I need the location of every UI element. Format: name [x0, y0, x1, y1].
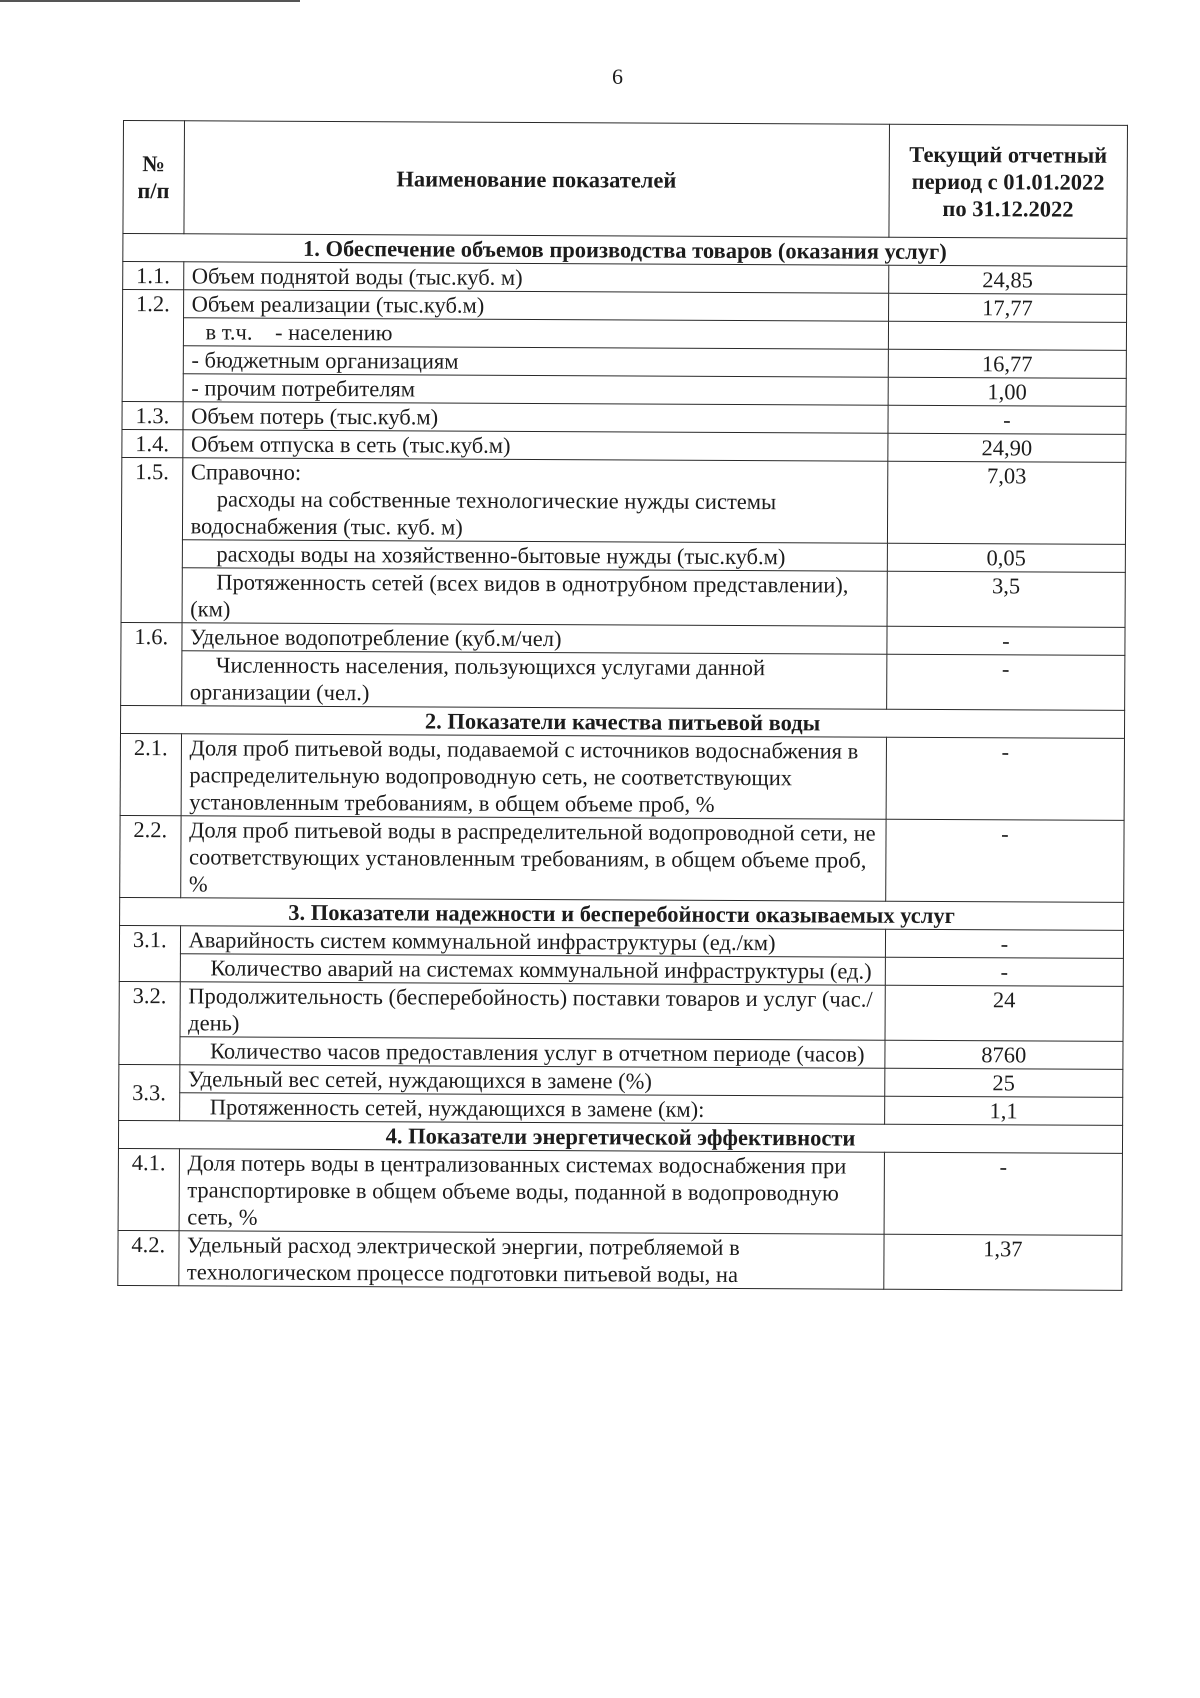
table-row: [119, 1064, 1123, 1097]
row-num: 1.2.: [122, 290, 183, 402]
table-row: [122, 318, 1126, 351]
row-value: 3,5: [887, 571, 1125, 627]
row-value: [888, 321, 1126, 350]
row-name: Численность населения, пользующихся услугами данной организации (чел.): [181, 651, 886, 709]
table-row: [122, 429, 1126, 462]
row-value: 24,90: [888, 433, 1126, 462]
table-row: [122, 401, 1126, 434]
row-name: Объем реализации (тыс.куб.м): [183, 290, 888, 321]
row-name: Протяженность сетей, нуждающихся в замене (км):: [179, 1093, 884, 1124]
table-row: [122, 345, 1126, 378]
table-row: [121, 539, 1125, 572]
row-name: Аварийность систем коммунальной инфраструктуры (ед./км): [180, 926, 885, 957]
row-value: -: [884, 1152, 1123, 1235]
row-value: 1,1: [884, 1096, 1122, 1125]
table-row: [123, 290, 1127, 323]
table-row: [121, 650, 1125, 710]
row-name-cell: [183, 318, 888, 349]
table-row: [119, 981, 1123, 1041]
row-num: 1.4.: [122, 429, 183, 457]
row-num: 3.2.: [119, 981, 180, 1064]
row-name-cell: [182, 458, 888, 543]
row-name: расходы воды на хозяйственно-бытовые нужды (тыс.куб.м): [182, 540, 887, 571]
row-num: 1.6.: [121, 622, 182, 705]
row-value: 0,05: [887, 543, 1125, 572]
page-number: 6: [612, 64, 623, 89]
row-name: Объем потерь (тыс.куб.м): [183, 402, 888, 433]
row-name: Доля проб питьевой воды, подаваемой с источников водоснабжения в распределительную водопроводную сеть, не соответствующих установленным требованиям, в общем объеме проб, %: [181, 734, 887, 819]
header-period: Текущий отчетный период с 01.01.2022 по 31.12.2022: [889, 124, 1128, 238]
row-num: 4.1.: [118, 1148, 179, 1230]
table-row: [122, 373, 1126, 406]
row-value: 25: [885, 1068, 1123, 1097]
table-row: [119, 1036, 1123, 1069]
row-name: Количество аварий на системах коммунальной инфраструктуры (ед.): [180, 954, 885, 985]
row-name: - бюджетным организациям: [183, 346, 888, 377]
row-name: Доля потерь воды в централизованных системах водоснабжения при транспортировке в общем объеме воды, поданной в водопроводную сеть, %: [179, 1149, 885, 1234]
row-num: 2.1.: [120, 733, 181, 815]
header-name: Наименование показателей: [184, 121, 890, 237]
row-name: - населению: [274, 319, 393, 346]
table-row: [119, 953, 1123, 986]
table-row: [121, 457, 1125, 544]
row-value: 17,77: [888, 293, 1126, 322]
header-num: № п/п: [123, 121, 184, 234]
row-value: 7,03: [887, 461, 1126, 544]
row-name: Доля проб питьевой воды в распределительной водопроводной сети, не соответствующих установленным требованиям, в общем объеме проб, %: [180, 816, 886, 901]
row-num: 1.3.: [122, 401, 183, 429]
row-value: 24: [885, 985, 1123, 1041]
row-value: -: [885, 929, 1123, 958]
scan-edge-line: [0, 0, 300, 2]
table-row: [120, 733, 1124, 820]
row-name: - прочим потребителям: [183, 374, 888, 405]
row-name: расходы на собственные технологические нужды системы водоснабжения (тыс. куб. м): [190, 486, 777, 540]
section-title: 4. Показатели энергетической эффективности: [118, 1120, 1122, 1153]
row-num: 4.2.: [118, 1230, 179, 1285]
row-name: Объем отпуска в сеть (тыс.куб.м): [182, 430, 887, 461]
table-row: [119, 925, 1123, 958]
row-value: -: [886, 654, 1124, 710]
section-title: 2. Показатели качества питьевой воды: [121, 705, 1125, 738]
row-num: 2.2.: [120, 815, 181, 897]
row-name: Протяженность сетей (всех видов в однотрубном представлении), (км): [182, 568, 887, 626]
indicators-table: [117, 120, 1128, 1291]
row-num: 3.1.: [119, 925, 180, 981]
row-num: 1.1.: [123, 262, 184, 290]
row-num: 3.3.: [119, 1064, 180, 1120]
table-row: [119, 1092, 1123, 1125]
row-name: Объем поднятой воды (тыс.куб. м): [183, 262, 888, 293]
row-value: 8760: [885, 1040, 1123, 1069]
row-value: 1,00: [888, 377, 1126, 406]
row-value: 16,77: [888, 349, 1126, 378]
row-value: 24,85: [888, 265, 1126, 294]
row-value: -: [885, 957, 1123, 986]
row-name: Количество часов предоставления услуг в отчетном периоде (часов): [179, 1037, 884, 1068]
table-row: [121, 622, 1125, 655]
section-title: 3. Показатели надежности и бесперебойности оказываемых услуг: [120, 897, 1124, 930]
row-value: -: [887, 626, 1125, 655]
table-row: [118, 1148, 1122, 1235]
row-name: Продолжительность (бесперебойность) поставки товаров и услуг (час./день): [180, 982, 885, 1040]
table-row: [120, 815, 1124, 902]
section-title: 1. Обеспечение объемов производства товаров (оказания услуг): [123, 234, 1127, 267]
row-name: Удельное водопотребление (куб.м/чел): [182, 623, 887, 654]
table-row: [121, 567, 1125, 627]
table-header-row: [123, 121, 1128, 239]
row-num: 1.5.: [121, 457, 182, 622]
row-name: Удельный вес сетей, нуждающихся в замене (%): [179, 1065, 884, 1096]
row-prefix: в т.ч.: [205, 319, 253, 345]
row-value: -: [888, 405, 1126, 434]
row-value: 1,37: [884, 1234, 1122, 1290]
row-value: -: [886, 737, 1125, 820]
row-label: Справочно:: [190, 459, 302, 485]
table-row: [123, 262, 1127, 295]
table-row: [118, 1230, 1122, 1290]
row-name: Удельный расход электрической энергии, потребляемой в технологическом процессе подготовки питьевой воды, на: [178, 1231, 883, 1289]
row-value: -: [885, 819, 1124, 902]
